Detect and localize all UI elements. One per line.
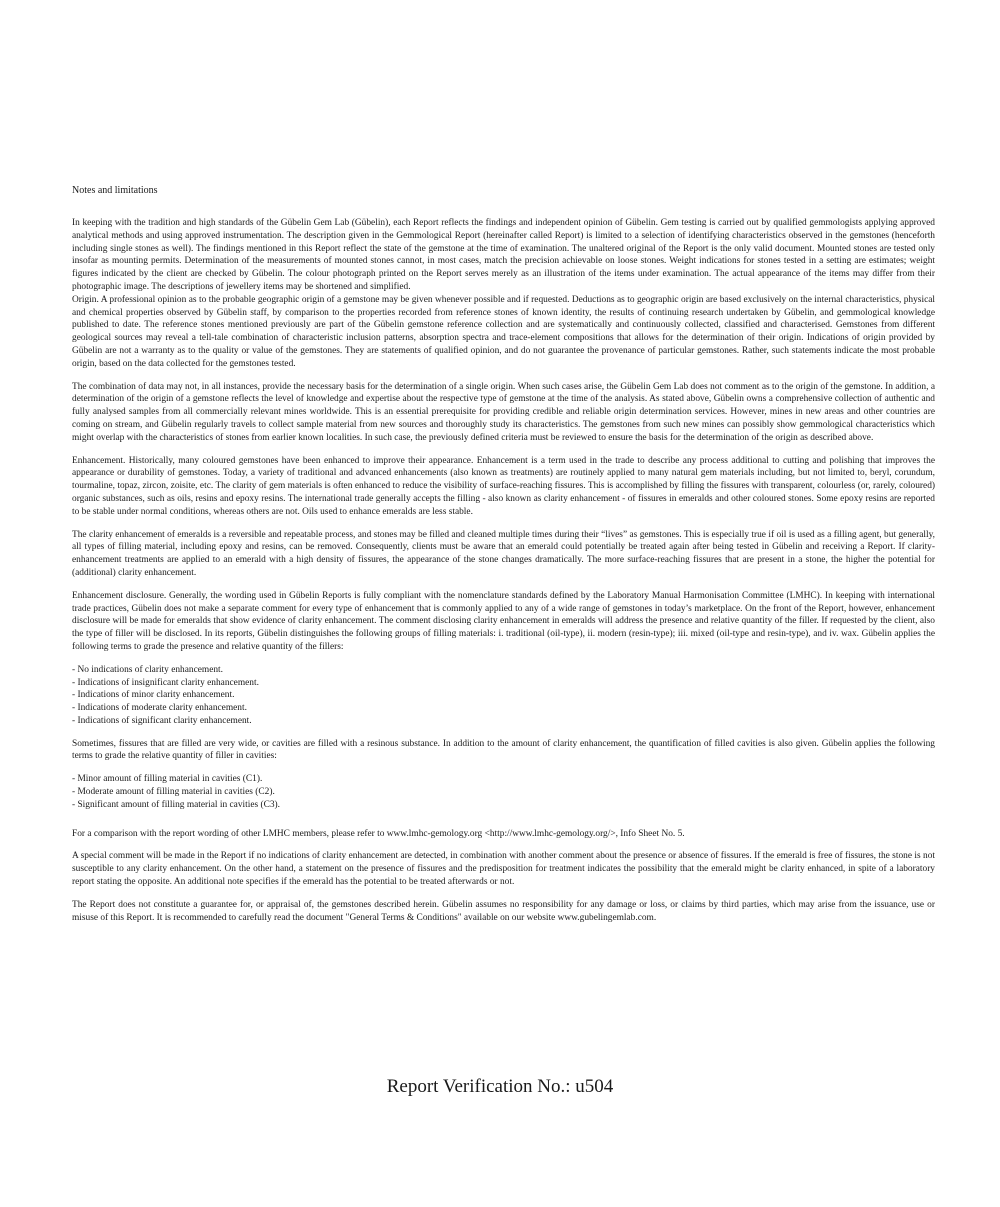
list-item: - Indications of insignificant clarity enhancement.: [72, 677, 259, 688]
list-item: - Indications of significant clarity enhancement.: [72, 715, 252, 726]
notes-and-limitations-section: [72, 185, 935, 924]
cavity-grades-list: [72, 773, 935, 811]
paragraph-general: In keeping with the tradition and high standards of the Gübelin Gem Lab (Gübelin), each Report reflects the findings and independent opinion of Gübelin. Gem testing is carried out by qualified gemmologists applying approved analytical methods and using approved instrumentation. The description given in the Gemmological Report (hereinafter called Report) is limited to a selection of identifying characteristics observed in the gemstones (henceforth including single stones as well). The findings mentioned in this Report reflect the state of the gemstone at the time of examination. The unaltered original of the Report is the only valid document. Mounted stones are tested only insofar as mounting permits. Determination of the measurements of mounted stones cannot, in most cases, match the precision achievable on loose stones. Weight indications for stones tested in a setting are estimates; weight figures indicated by the client are checked by Gübelin. The colour photograph printed on the Report serves merely as an illustration of the items under examination. The actual appearance of the items may differ from their photographic image. The descriptions of jewellery items may be shortened and simplified.: [72, 218, 935, 292]
list-item: - Indications of minor clarity enhancement.: [72, 690, 235, 701]
paragraph-enhancement-disclosure: Enhancement disclosure. Generally, the wording used in Gübelin Reports is fully compliant with the nomenclature standards defined by the Laboratory Manual Harmonisation Committee (LMHC). In keeping with international trade practices, Gübelin does not make a separate comment for every type of enhancement that is commonly applied to any of a wide range of gemstones in today’s marketplace. On the front of the Report, however, enhancement disclosure will be made for emeralds that show evidence of clarity enhancement. The comment disclosing clarity enhancement in emeralds will address the presence and relative quantity of the filler. If requested by the client, also the type of filler will be disclosed. In its reports, Gübelin distinguishes the following groups of filling materials: i. traditional (oil-type), ii. modern (resin-type); iii. mixed (oil-type and resin-type), and iv. wax. Gübelin applies the following terms to grade the presence and relative quantity of the fillers:: [72, 590, 935, 652]
paragraph-origin: Origin. A professional opinion as to the probable geographic origin of a gemstone may be given whenever possible and if requested. Deductions as to geographic origin are based exclusively on the internal characteristics, physical and chemical properties observed by Gübelin staff, by comparison to the properties recorded from reference stones of known identity, the results of continuing research undertaken by Gübelin, and gemmological knowledge published to date. The reference stones mentioned previously are part of the Gübelin gemstone reference collection and are systematically and continuously collected, classified and characterised. Gemstones from different geological sources may reveal a tell-tale combination of characteristic inclusion patterns, absorption spectra and trace-element compositions that allows for the determination of their origin. Indications of origin provided by Gübelin are not a warranty as to the quality or value of the gemstones. They are statements of qualified opinion, and do not guarantee the provenance of particular gemstones. Rather, such statements indicate the most probable origin, based on the data collected for the gemstones tested.: [72, 294, 935, 369]
paragraph-special-comment: A special comment will be made in the Report if no indications of clarity enhancement are detected, in combination with another comment about the presence or absence of fissures. If the emerald is free of fissures, the stone is not susceptible to any clarity enhancement. On the other hand, a statement on the presence of fissures and the predisposition for treatment indicates the possibility that the emerald might be clarity enhanced, in spite of a laboratory report stating the opposite. An additional note specifies if the emerald has the potential to be treated afterwards or not.: [72, 851, 935, 888]
list-item: - Moderate amount of filling material in cavities (C2).: [72, 787, 275, 798]
paragraph-enhancement: Enhancement. Historically, many coloured gemstones have been enhanced to improve their appearance. Enhancement is a term used in the trade to describe any process additional to cutting and polishing that improves the appearance or durability of gemstones. Today, a variety of traditional and advanced enhancements (also known as treatments) are routinely applied to many natural gem materials including, but not limited to, beryl, corundum, tourmaline, topaz, zircon, zoisite, etc. The clarity of gem materials is often enhanced to reduce the visibility of surface-reaching fissures. This is accomplished by filling the fissures with transparent, colourless (or, rarely, coloured) organic substances, such as oils, resins and epoxy resins. The international trade generally accepts the filling - also known as clarity enhancement - of fissures in emeralds and other coloured stones. Some epoxy resins are reported to be stable under normal conditions, whereas others are not. Oils used to enhance emeralds are less stable.: [72, 455, 935, 517]
paragraph-disclaimer: The Report does not constitute a guarantee for, or appraisal of, the gemstones described herein. Gübelin assumes no responsibility for any damage or loss, or claims by third parties, which may arise from the issuance, use or misuse of this Report. It is recommended to carefully read the document "General Terms & Conditions" available on our website www.gubelingemlab.com.: [72, 899, 935, 923]
paragraph-cavities: Sometimes, fissures that are filled are very wide, or cavities are filled with a resinous substance. In addition to the amount of clarity enhancement, the quantification of filled cavities is also given. Gübelin applies the following terms to grade the relative quantity of filler in cavities:: [72, 738, 935, 762]
paragraph-origin-data: The combination of data may not, in all instances, provide the necessary basis for the determination of a single origin. When such cases arise, the Gübelin Gem Lab does not comment as to the origin of the gemstone. In addition, a determination of the origin of a gemstone reflects the level of knowledge and expertise about the respective type of gemstone at the time of the analysis. As stated above, Gübelin owns a comprehensive collection of authentic and fully analysed samples from all commercially relevant mines worldwide. This is an essential prerequisite for providing credible and reliable origin determination services. However, mines in new areas and other countries are coming on stream, and Gübelin regularly travels to collect sample material from new sources and thoroughly study its characteristics. The gemstones from such new mines can possibly show gemmological characteristics which might overlap with the characteristics of stones from earlier known localities. In such case, the previously defined criteria must be reviewed to ensure the basis for the determination of the origin as described above.: [72, 381, 935, 443]
paragraph-lmhc-reference: For a comparison with the report wording of other LMHC members, please refer to www.lmhc-gemology.org <http://www.lmhc-gemology.org/>, Info Sheet No. 5.: [72, 828, 685, 839]
clarity-grades-list: [72, 664, 935, 728]
list-item: - No indications of clarity enhancement.: [72, 664, 223, 675]
report-verification-number: Report Verification No.: u504: [386, 1076, 614, 1097]
paragraph-clarity-enhancement: The clarity enhancement of emeralds is a reversible and repeatable process, and stones may be filled and cleaned multiple times during their “lives” as gemstones. This is especially true if oil is used as a filling agent, but generally, all types of filling material, including epoxy and resins, can be removed. Consequently, clients must be aware that an emerald could potentially be treated again after being tested in Gübelin and receiving a Report. If clarity-enhancement treatments are applied to an emerald with a high density of fissures, the appearance of the stone changes dramatically. The more surface-reaching fissures that are present in a stone, the higher the potential for (additional) clarity enhancement.: [72, 529, 935, 578]
list-item: - Significant amount of filling material in cavities (C3).: [72, 799, 281, 810]
list-item: - Minor amount of filling material in cavities (C1).: [72, 774, 263, 785]
list-item: - Indications of moderate clarity enhancement.: [72, 703, 247, 714]
section-heading: Notes and limitations: [72, 185, 158, 196]
